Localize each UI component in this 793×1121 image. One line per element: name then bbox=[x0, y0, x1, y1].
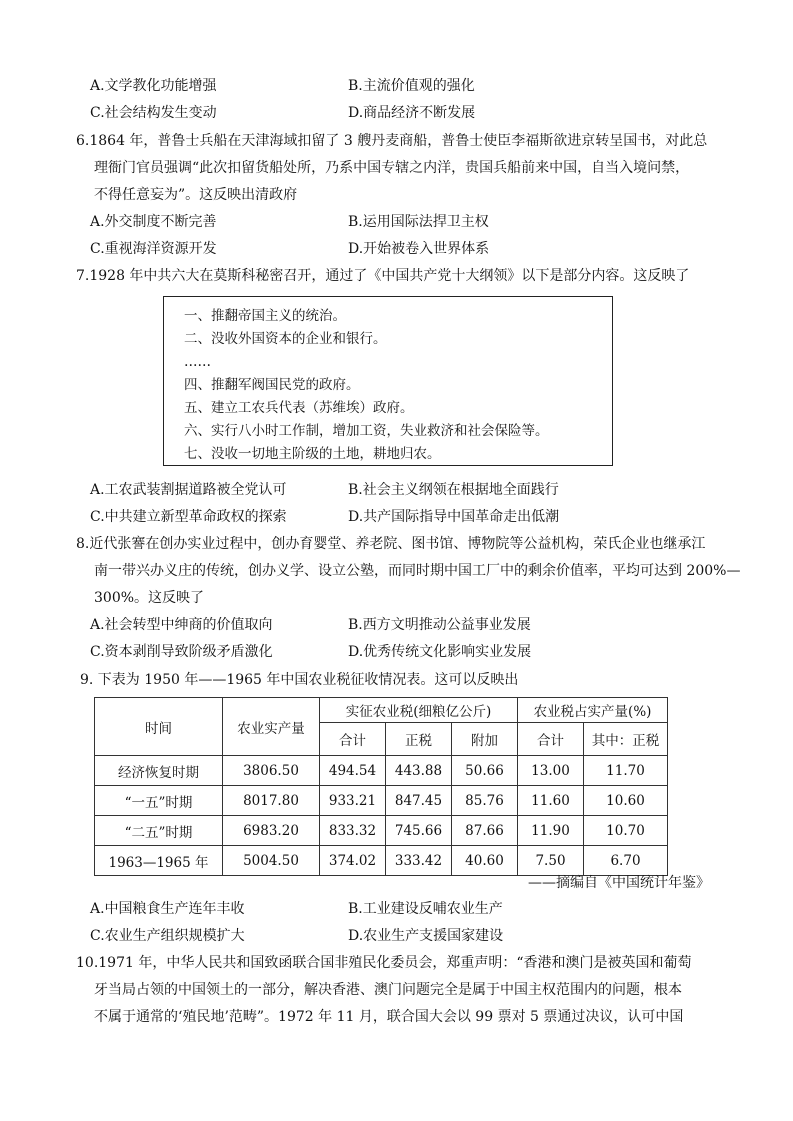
cell: 7.50 bbox=[518, 846, 584, 876]
cell: 6.70 bbox=[584, 846, 668, 876]
q9-option-c: C.农业生产组织规模扩大 bbox=[90, 928, 245, 944]
cell: 11.70 bbox=[584, 756, 668, 786]
q7-option-c: C.中共建立新型革命政权的探索 bbox=[90, 509, 287, 525]
cell: 8017.80 bbox=[223, 786, 320, 816]
table-row bbox=[95, 756, 668, 786]
q7-box-line: …… bbox=[184, 354, 211, 370]
q6-stem-line-1: 6.1864 年，普鲁士兵船在天津海域扣留了 3 艘丹麦商船，普鲁士使臣李福斯欲进京转呈国书，对此总 bbox=[76, 133, 708, 149]
q7-option-d: D.共产国际指导中国革命走出低潮 bbox=[348, 509, 560, 525]
q6-option-d: D.开始被卷入世界体系 bbox=[348, 241, 490, 257]
cell: 333.42 bbox=[386, 846, 452, 876]
q9-option-b: B.工业建设反哺农业生产 bbox=[348, 901, 503, 917]
cell: 10.60 bbox=[584, 786, 668, 816]
header-ratio: 农业税占实产量(%) bbox=[518, 698, 668, 723]
header-main: 正税 bbox=[386, 723, 452, 756]
q10-stem-line-3: 不属于通常的‘殖民地’范畴”。1972 年 11 月，联合国大会以 99 票对 5 票通过决议，认可中国 bbox=[94, 1009, 684, 1025]
q7-box-line: 一、推翻帝国主义的统治。 bbox=[184, 308, 346, 324]
q6-option-b: B.运用国际法捍卫主权 bbox=[348, 214, 489, 230]
cell: 933.21 bbox=[320, 786, 386, 816]
q7-option-a: A.工农武装割据道路被全党认可 bbox=[90, 482, 287, 498]
table-row bbox=[95, 846, 668, 876]
q9-option-d: D.农业生产支援国家建设 bbox=[348, 928, 504, 944]
cell: 经济恢复时期 bbox=[95, 756, 223, 786]
header-time: 时间 bbox=[95, 698, 223, 756]
cell: 11.60 bbox=[518, 786, 584, 816]
cell: 87.66 bbox=[452, 816, 518, 846]
cell: 10.70 bbox=[584, 816, 668, 846]
q7-stem: 7.1928 年中共六大在莫斯科秘密召开，通过了《中国共产党十大纲领》以下是部分内容。这反映了 bbox=[76, 268, 690, 284]
q7-box-line: 五、建立工农兵代表（苏维埃）政府。 bbox=[184, 400, 414, 416]
cell: 374.02 bbox=[320, 846, 386, 876]
cell: 847.45 bbox=[386, 786, 452, 816]
q7-box-line: 七、没收一切地主阶级的土地，耕地归农。 bbox=[184, 446, 441, 462]
q8-option-c: C.资本剥削导致阶级矛盾激化 bbox=[90, 644, 273, 660]
q8-stem-line-3: 300%。这反映了 bbox=[94, 590, 205, 606]
table-source: ——摘编自《中国统计年鉴》 bbox=[528, 875, 710, 891]
q6-stem-line-3: 不得任意妄为”。这反映出清政府 bbox=[94, 187, 298, 203]
q8-option-a: A.社会转型中绅商的价值取向 bbox=[90, 617, 273, 633]
header-tax: 实征农业税(细粮亿公斤) bbox=[320, 698, 518, 723]
cell: 1963—1965 年 bbox=[95, 846, 223, 876]
cell: 50.66 bbox=[452, 756, 518, 786]
cell: 833.32 bbox=[320, 816, 386, 846]
cell: 443.88 bbox=[386, 756, 452, 786]
cell: 6983.20 bbox=[223, 816, 320, 846]
q6-stem-line-2: 理衙门官员强调“此次扣留货船处所，乃系中国专辖之内洋，贵国兵船前来中国，自当入境问禁， bbox=[94, 160, 690, 176]
header-output: 农业实产量 bbox=[223, 698, 320, 756]
table-row bbox=[95, 816, 668, 846]
q6-option-c: C.重视海洋资源开发 bbox=[90, 241, 217, 257]
cell: 11.90 bbox=[518, 816, 584, 846]
table-row bbox=[95, 786, 668, 816]
q8-option-d: D.优秀传统文化影响实业发展 bbox=[348, 644, 532, 660]
header-ratio-total: 合计 bbox=[518, 723, 584, 756]
q5-option-b: B.主流价值观的强化 bbox=[348, 78, 475, 94]
cell: 745.66 bbox=[386, 816, 452, 846]
header-ratio-main: 其中：正税 bbox=[584, 723, 668, 756]
cell: 3806.50 bbox=[223, 756, 320, 786]
q7-box-line: 二、没收外国资本的企业和银行。 bbox=[184, 331, 387, 347]
q8-stem-line-1: 8.近代张謇在创办实业过程中，创办育婴堂、养老院、图书馆、博物院等公益机构，荣氏企业也继承江 bbox=[76, 536, 706, 552]
cell: 13.00 bbox=[518, 756, 584, 786]
q7-option-b: B.社会主义纲领在根据地全面践行 bbox=[348, 482, 559, 498]
q9-stem: 9. 下表为 1950 年——1965 年中国农业税征收情况表。这可以反映出 bbox=[80, 672, 519, 688]
header-total: 合计 bbox=[320, 723, 386, 756]
q8-option-b: B.西方文明推动公益事业发展 bbox=[348, 617, 531, 633]
q6-option-a: A.外交制度不断完善 bbox=[90, 214, 217, 230]
cell: 85.76 bbox=[452, 786, 518, 816]
q9-option-a: A.中国粮食生产连年丰收 bbox=[90, 901, 245, 917]
q7-box-line: 六、实行八小时工作制，增加工资，失业救济和社会保险等。 bbox=[184, 423, 549, 439]
agri-tax-table bbox=[94, 697, 668, 876]
cell: 40.60 bbox=[452, 846, 518, 876]
cell: 5004.50 bbox=[223, 846, 320, 876]
q7-program-box bbox=[163, 296, 613, 466]
cell: “二五”时期 bbox=[95, 816, 223, 846]
q8-stem-line-2: 南一带兴办义庄的传统，创办义学、设立公塾，而同时期中国工厂中的剩余价值率，平均可达到 200%— bbox=[94, 563, 741, 579]
q5-option-c: C.社会结构发生变动 bbox=[90, 105, 217, 121]
header-extra: 附加 bbox=[452, 723, 518, 756]
cell: 494.54 bbox=[320, 756, 386, 786]
table-header-row bbox=[95, 698, 668, 723]
q10-stem-line-1: 10.1971 年，中华人民共和国致函联合国非殖民化委员会，郑重声明：“香港和澳门是被英国和葡萄 bbox=[76, 955, 692, 971]
q10-stem-line-2: 牙当局占领的中国领土的一部分，解决香港、澳门问题完全是属于中国主权范围内的问题，根本 bbox=[94, 982, 682, 998]
cell: “一五”时期 bbox=[95, 786, 223, 816]
q5-option-d: D.商品经济不断发展 bbox=[348, 105, 476, 121]
q7-box-line: 四、推翻军阀国民党的政府。 bbox=[184, 377, 360, 393]
q5-option-a: A.文学教化功能增强 bbox=[90, 78, 217, 94]
